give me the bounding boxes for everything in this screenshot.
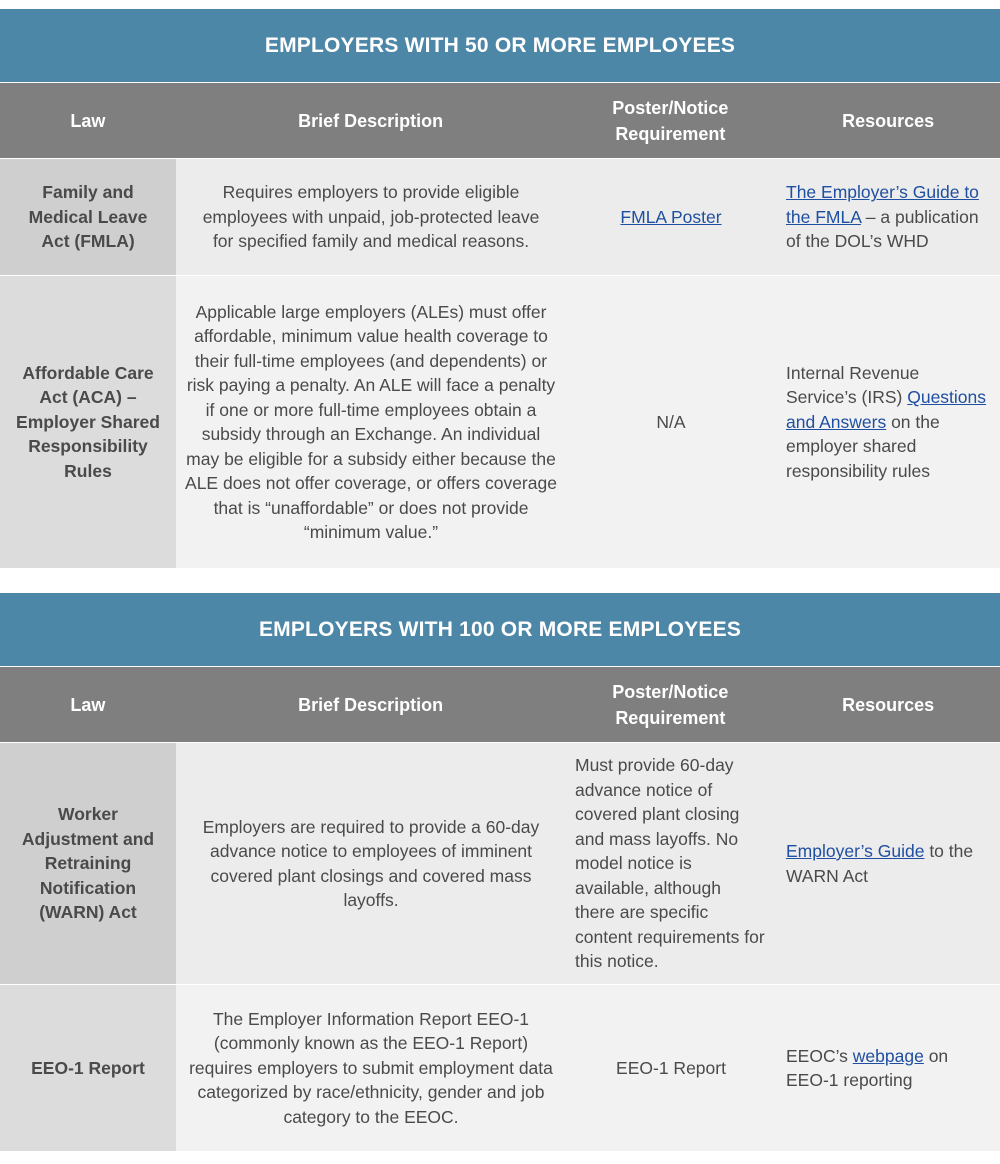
column-header-poster: Poster/Notice Requirement [612, 97, 729, 144]
resource-text: to the WARN Act [786, 841, 974, 886]
employers-guide-warn-link[interactable]: Employer’s Guide [786, 841, 925, 861]
column-header-description: Brief Description [298, 694, 444, 715]
table-row [0, 276, 1000, 568]
resource-text: – a publication of the DOL’s WHD [786, 206, 979, 252]
description-cell: Requires employers to provide eligible employees with unpaid, job-protected leave for specified family and medical reasons. [202, 182, 540, 252]
resource-text: EEOC’s [786, 1045, 853, 1066]
description-cell: Applicable large employers (ALEs) must offer affordable, minimum value health coverage to their full-time employees (and dependents) or risk paying a penalty. An ALE will face a penalty if one or more full-time employees obtain a subsidy through an Exchange. An individual may be eligible for a subsidy either because the ALE does not offer coverage, or offers coverage that is “unaffordable” or does not provide “minimum value.” [185, 301, 557, 542]
table-row [0, 159, 1000, 275]
description-cell: Employers are required to provide a 60-day advance notice to employees of imminent covered plant closings and covered mass layoffs. [202, 816, 540, 910]
table-employers-50 [0, 9, 1000, 568]
poster-cell: EEO-1 Report [616, 1057, 726, 1078]
table-employers-100 [0, 593, 1000, 1151]
law-cell: EEO-1 Report [0, 985, 176, 1151]
questions-and-answers-link[interactable]: Questions and Answers [786, 387, 987, 432]
eeoc-webpage-link[interactable]: webpage [852, 1045, 924, 1066]
column-header-poster: Poster/Notice Requirement [612, 681, 729, 728]
table-header-row [0, 667, 1000, 742]
table-title: EMPLOYERS WITH 50 OR MORE EMPLOYEES [0, 9, 1000, 82]
column-header-description: Brief Description [298, 110, 444, 131]
column-header-law: Law [70, 694, 106, 715]
column-header-law: Law [70, 110, 106, 131]
table-header-row [0, 83, 1000, 158]
resources-cell [777, 276, 1000, 568]
table-row [0, 743, 1000, 984]
resources-cell [777, 743, 1000, 984]
resource-text: on EEO-1 reporting [786, 1045, 949, 1090]
fmla-poster-link[interactable]: FMLA Poster [620, 206, 722, 227]
column-header-resources: Resources [842, 694, 935, 715]
resource-text: on the employer shared responsibility rules [786, 411, 940, 481]
law-cell: Worker Adjustment and Retraining Notification (WARN) Act [0, 743, 176, 984]
column-header-resources: Resources [842, 110, 935, 131]
description-cell: The Employer Information Report EEO-1 (commonly known as the EEO-1 Report) requires employers to submit employment data categorized by race/ethnicity, gender and job category to the EEOC. [189, 1008, 553, 1127]
law-cell: Family and Medical Leave Act (FMLA) [0, 159, 176, 275]
resources-cell [777, 159, 1000, 275]
poster-cell [566, 159, 776, 275]
poster-cell: Must provide 60-day advance notice of covered plant closing and mass layoffs. No model notice is available, although there are specific content requirements for this notice. [575, 755, 765, 972]
law-cell: Affordable Care Act (ACA) – Employer Shared Responsibility Rules [0, 276, 176, 568]
resources-cell [777, 985, 1000, 1151]
table-title: EMPLOYERS WITH 100 OR MORE EMPLOYEES [0, 593, 1000, 666]
employers-guide-fmla-link[interactable]: The Employer’s Guide to the FMLA [786, 182, 979, 227]
table-row [0, 985, 1000, 1151]
resource-text: Internal Revenue Service’s (IRS) [786, 362, 920, 408]
poster-cell: N/A [656, 411, 686, 432]
